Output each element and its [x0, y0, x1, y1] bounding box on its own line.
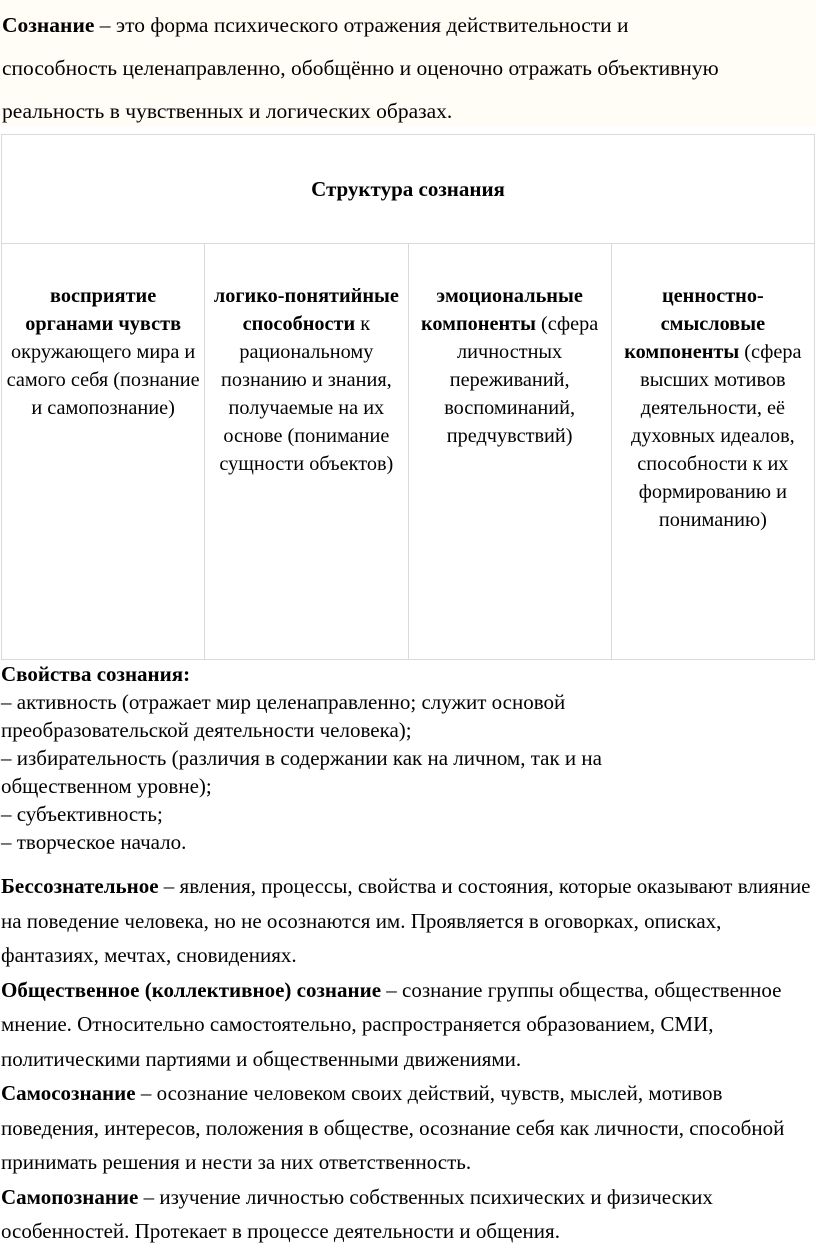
intro-term: Сознание: [2, 13, 95, 37]
intro-block: [0, 0, 816, 126]
intro-paragraph: [0, 0, 816, 133]
structure-cell-perception: [2, 244, 205, 660]
definition-term: Самопознание: [1, 1184, 139, 1209]
structure-cell-term: логико-понятийные способности: [213, 285, 399, 335]
structure-cell-text: (сфера личностных переживаний, воспоминаний, предчувствий): [444, 313, 599, 447]
properties-line: – творческое начало.: [1, 830, 187, 854]
properties-line: общественном уровне);: [1, 774, 212, 798]
structure-cell-term: эмоциональные компоненты: [420, 285, 583, 335]
definition-text: – осознание человеком своих действий, чувств, мыслей, мотивов поведения, интересов, положения в обществе, осознание себя как личности, способной принимать решения и нести за них ответственность.: [1, 1081, 785, 1174]
structure-cell-text: окружающего мира и самого себя (познание и самопознание): [6, 341, 200, 419]
properties-line: – активность (отражает мир целенаправленно; служит основой: [1, 690, 566, 714]
structure-cell-values: [611, 244, 814, 660]
definition-self-knowledge: [1, 1180, 813, 1249]
structure-cell-term: восприятие органами чувств: [25, 285, 182, 335]
definitions-block: [1, 869, 813, 1249]
definition-term: Бессознательное: [1, 874, 159, 898]
structure-cell-text: к рациональному познанию и знания, получаемые на их основе (понимание сущности объектов): [219, 313, 394, 475]
definition-text: – сознание группы общества, общественное мнение. Относительно самостоятельно, распространяется образованием, СМИ, политическими партиями и общественными движениями.: [1, 977, 782, 1071]
intro-text: – это форма психического отражения действительности и способность целенаправленно, обобщённо и оценочно отражать объективную реальность в чувственных и логических образах.: [2, 13, 719, 123]
properties-line: преобразовательской деятельности человека);: [1, 718, 412, 742]
definition-term: Общественное (коллективное) сознание: [1, 977, 382, 1002]
structure-cell-emotion: [408, 244, 611, 660]
definition-self-awareness: [1, 1076, 813, 1180]
structure-cell-logic: [205, 244, 408, 660]
structure-title: Структура сознания: [2, 135, 815, 244]
properties-block: [1, 660, 813, 856]
definition-text: – явления, процессы, свойства и состояния, которые оказывают влияние на поведение человека, но не осознаются им. Проявляется в оговорках, описках, фантазиях, мечтах, сновидениях.: [1, 874, 811, 967]
properties-heading: Свойства сознания:: [1, 662, 191, 686]
definition-unconscious: [1, 869, 813, 973]
definition-social-consciousness: [1, 973, 813, 1077]
structure-cell-text: (сфера высших мотивов деятельности, её духовных идеалов, способности к их формированию и пониманию): [631, 341, 802, 531]
properties-line: – избирательность (различия в содержании как на личном, так и на: [1, 746, 602, 770]
definition-text: – изучение личностью собственных психических и физических особенностей. Протекает в процессе деятельности и общения.: [1, 1184, 713, 1243]
structure-cell-term: ценностно-смысловые компоненты: [624, 285, 766, 363]
definition-term: Самосознание: [1, 1081, 136, 1105]
properties-line: – субъективность;: [1, 802, 163, 826]
structure-table: [1, 134, 815, 660]
